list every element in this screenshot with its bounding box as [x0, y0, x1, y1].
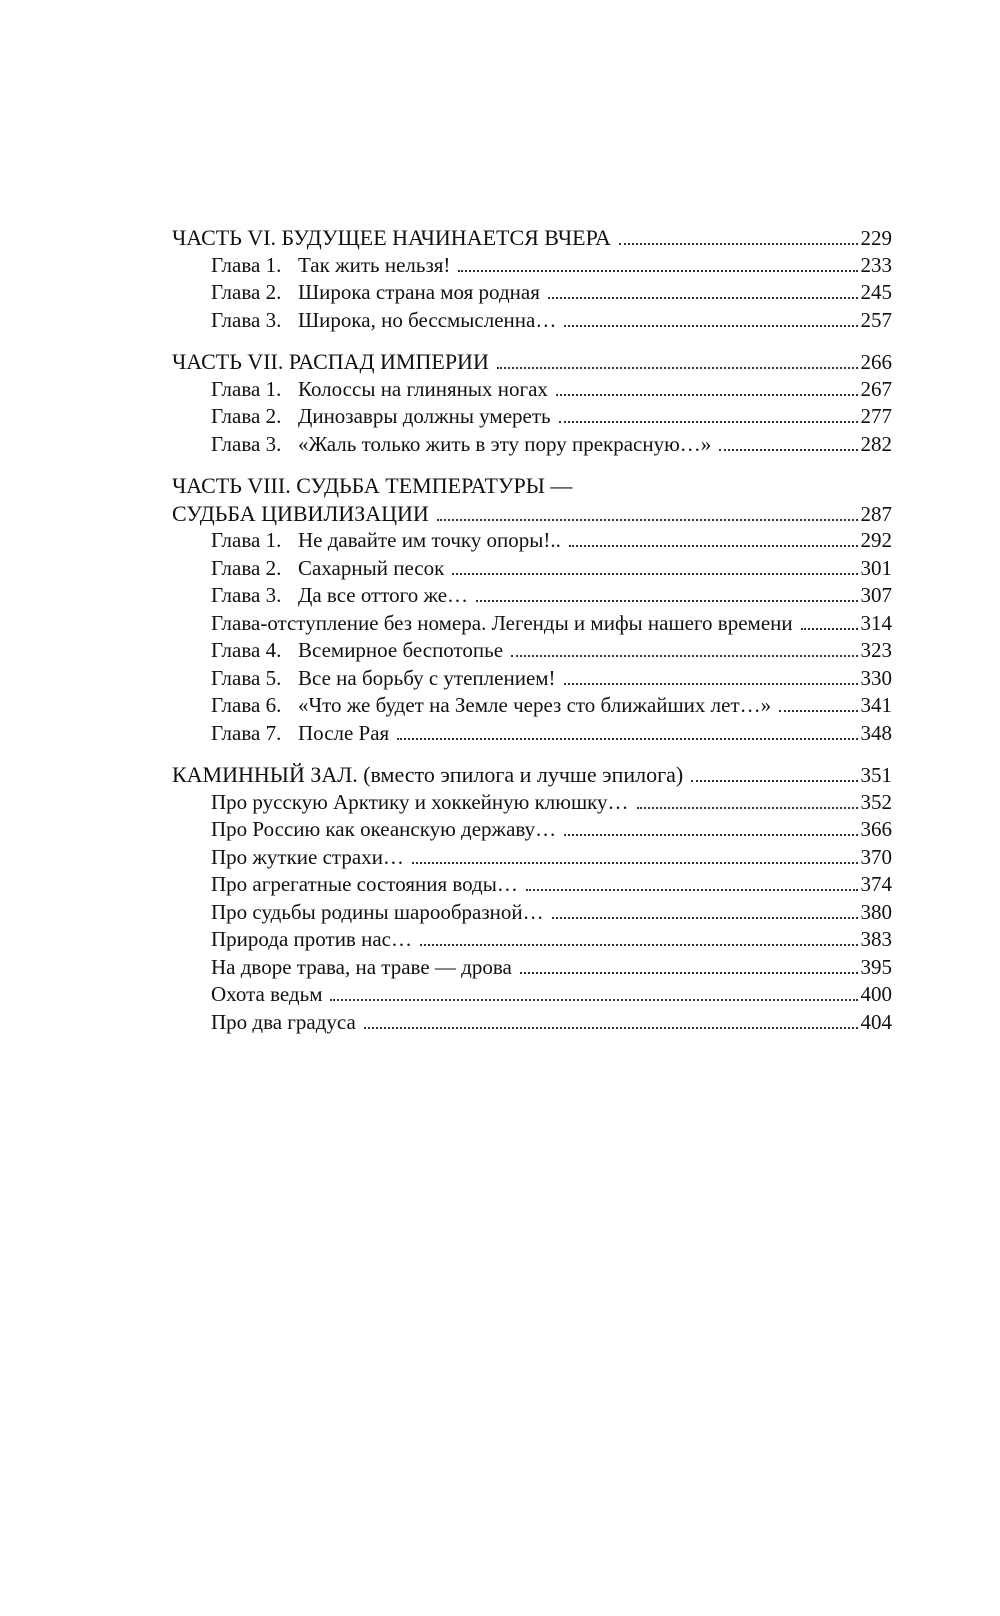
- dot-leader: [691, 780, 857, 782]
- dot-leader: [452, 573, 857, 575]
- dot-leader: [511, 655, 857, 657]
- chapter-number: Глава 3.: [211, 307, 282, 332]
- page-number: 348: [860, 720, 892, 745]
- chapter-title: Про агрегатные состояния воды…: [211, 872, 518, 896]
- chapter-number: Глава 7.: [211, 720, 282, 745]
- toc-section-part-8: [172, 472, 892, 747]
- dot-leader: [420, 944, 858, 946]
- dot-leader: [556, 394, 858, 396]
- chapter-title: Глава-отступление без номера. Легенды и мифы нашего времени: [211, 610, 793, 635]
- page-number: 323: [860, 638, 892, 662]
- page-number: 341: [860, 693, 892, 717]
- chapter-name: Да все оттого же…: [298, 583, 469, 607]
- toc-part-entry[interactable]: [172, 224, 892, 252]
- chapter-title: Про жуткие страхи…: [211, 844, 404, 869]
- page-number: 267: [860, 376, 892, 401]
- toc-chapter-entry[interactable]: [172, 431, 892, 459]
- chapter-number: Глава 1.: [211, 252, 282, 277]
- chapter-title: [211, 403, 551, 431]
- toc-section-part-7: [172, 348, 892, 458]
- chapter-title: [211, 527, 561, 555]
- dot-leader: [559, 421, 858, 423]
- chapter-number: Глава 1.: [211, 376, 282, 401]
- page-number: 351: [860, 763, 892, 787]
- chapter-name: Не давайте им точку опоры!..: [298, 528, 561, 552]
- page-number: 370: [860, 844, 892, 869]
- toc-part-entry[interactable]: [172, 761, 892, 789]
- chapter-name: «Жаль только жить в эту пору прекрасную…»: [298, 431, 712, 456]
- page-number: 277: [860, 404, 892, 428]
- toc-chapter-entry[interactable]: [172, 252, 892, 280]
- chapter-number: Глава 2.: [211, 555, 282, 580]
- chapter-number: Глава 2.: [211, 280, 282, 304]
- page-number: 380: [860, 899, 892, 924]
- chapter-title: [211, 665, 556, 693]
- chapter-name: Сахарный песок: [298, 555, 445, 580]
- chapter-title: Природа против нас…: [211, 927, 412, 951]
- chapter-title: [211, 431, 711, 459]
- chapter-number: Глава 6.: [211, 693, 282, 717]
- toc-part-entry-line1[interactable]: [172, 472, 892, 500]
- chapter-name: Широка, но бессмысленна…: [298, 307, 557, 332]
- toc-chapter-entry[interactable]: [172, 307, 892, 335]
- chapter-name: Широка страна моя родная: [298, 280, 540, 304]
- toc-chapter-entry[interactable]: [172, 692, 892, 720]
- toc-chapter-entry[interactable]: [172, 844, 892, 872]
- dot-leader: [437, 519, 858, 521]
- chapter-title: [211, 582, 468, 610]
- dot-leader: [779, 710, 857, 712]
- chapter-name: Все на борьбу с утеплением!: [298, 665, 556, 690]
- chapter-title: На дворе трава, на траве — дрова: [211, 954, 512, 979]
- toc-chapter-entry[interactable]: [172, 527, 892, 555]
- chapter-title: Про судьбы родины шарообразной…: [211, 899, 544, 924]
- page-number: 374: [860, 872, 892, 896]
- page-number: 229: [860, 226, 892, 250]
- toc-chapter-entry[interactable]: [172, 926, 892, 954]
- chapter-title: Про два градуса: [211, 1009, 356, 1034]
- toc-chapter-entry[interactable]: [172, 789, 892, 817]
- chapter-number: Глава 1.: [211, 528, 282, 552]
- toc-chapter-entry[interactable]: [172, 610, 892, 638]
- toc-part-entry-line2[interactable]: [172, 500, 892, 528]
- toc-chapter-entry[interactable]: [172, 376, 892, 404]
- page-number: 266: [860, 350, 892, 374]
- chapter-name: «Что же будет на Земле через сто ближайших лет…»: [298, 693, 772, 717]
- dot-leader: [364, 1027, 858, 1029]
- toc-chapter-entry[interactable]: [172, 899, 892, 927]
- page-number: 383: [860, 927, 892, 951]
- chapter-name: Колоссы на глиняных ногах: [298, 376, 548, 401]
- dot-leader: [397, 738, 857, 740]
- toc-chapter-entry[interactable]: [172, 871, 892, 899]
- chapter-title: [211, 637, 503, 665]
- page-number: 292: [860, 528, 892, 552]
- toc-chapter-entry[interactable]: [172, 954, 892, 982]
- page-number: 404: [860, 1009, 892, 1034]
- dot-leader: [476, 600, 857, 602]
- dot-leader: [719, 449, 857, 451]
- chapter-number: Глава 3.: [211, 431, 282, 456]
- dot-leader: [569, 545, 858, 547]
- chapter-name: Всемирное беспотопье: [298, 638, 504, 662]
- page-number: 307: [860, 583, 892, 607]
- chapter-name: Так жить нельзя!: [298, 252, 451, 277]
- dot-leader: [552, 917, 858, 919]
- page-number: 330: [860, 665, 892, 690]
- toc-chapter-entry[interactable]: [172, 1009, 892, 1037]
- chapter-number: Глава 3.: [211, 583, 282, 607]
- part-title-continued: СУДЬБА ЦИВИЛИЗАЦИИ: [172, 500, 429, 526]
- page-number: 366: [860, 817, 892, 841]
- part-title: ЧАСТЬ VII. РАСПАД ИМПЕРИИ: [172, 349, 489, 374]
- chapter-number: Глава 4.: [211, 638, 282, 662]
- toc-chapter-entry[interactable]: [172, 637, 892, 665]
- page-number: 257: [860, 307, 892, 332]
- dot-leader: [412, 862, 858, 864]
- page-number: 301: [860, 555, 892, 580]
- dot-leader: [458, 270, 857, 272]
- dot-leader: [526, 889, 858, 891]
- toc-section-fireplace-hall: [172, 761, 892, 1036]
- page-number: 395: [860, 954, 892, 979]
- part-title: ЧАСТЬ VI. БУДУЩЕЕ НАЧИНАЕТСЯ ВЧЕРА: [172, 225, 611, 250]
- toc-section-part-6: [172, 224, 892, 334]
- dot-leader: [637, 807, 858, 809]
- dot-leader: [497, 367, 858, 369]
- chapter-name: После Рая: [298, 720, 390, 745]
- chapter-title: [211, 720, 389, 748]
- toc-chapter-entry[interactable]: [172, 279, 892, 307]
- page-number: 245: [860, 280, 892, 304]
- chapter-number: Глава 2.: [211, 404, 282, 428]
- chapter-title: [211, 555, 444, 583]
- chapter-title: [211, 692, 771, 720]
- page-number: 352: [860, 789, 892, 814]
- chapter-title: [211, 279, 540, 307]
- toc-chapter-entry[interactable]: [172, 403, 892, 431]
- page-number: 400: [860, 982, 892, 1006]
- chapter-title: [211, 307, 556, 335]
- part-title: КАМИННЫЙ ЗАЛ. (вместо эпилога и лучше эпилога): [172, 762, 684, 787]
- dot-leader: [801, 628, 858, 630]
- chapter-title: Про русскую Арктику и хоккейную клюшку…: [211, 789, 629, 814]
- chapter-number: Глава 5.: [211, 665, 282, 690]
- toc-chapter-entry[interactable]: [172, 720, 892, 748]
- dot-leader: [520, 972, 858, 974]
- chapter-title: Охота ведьм: [211, 982, 323, 1006]
- page-number: 233: [860, 252, 892, 277]
- page-number: 314: [860, 610, 892, 635]
- dot-leader: [564, 325, 857, 327]
- toc-chapter-entry[interactable]: [172, 555, 892, 583]
- dot-leader: [330, 999, 857, 1001]
- table-of-contents: [172, 224, 892, 1050]
- toc-part-entry[interactable]: [172, 348, 892, 376]
- dot-leader: [564, 683, 858, 685]
- dot-leader: [548, 297, 858, 299]
- chapter-name: Динозавры должны умереть: [298, 404, 551, 428]
- dot-leader: [619, 243, 858, 245]
- toc-chapter-entry[interactable]: [172, 582, 892, 610]
- toc-chapter-entry[interactable]: [172, 665, 892, 693]
- page-number: 287: [860, 501, 892, 526]
- page-number: 282: [860, 431, 892, 456]
- dot-leader: [564, 834, 857, 836]
- toc-chapter-entry[interactable]: [172, 981, 892, 1009]
- chapter-title: [211, 376, 548, 404]
- chapter-title: [211, 252, 450, 280]
- part-title: ЧАСТЬ VIII. СУДЬБА ТЕМПЕРАТУРЫ —: [172, 473, 573, 498]
- toc-chapter-entry[interactable]: [172, 816, 892, 844]
- chapter-title: Про Россию как океанскую державу…: [211, 817, 557, 841]
